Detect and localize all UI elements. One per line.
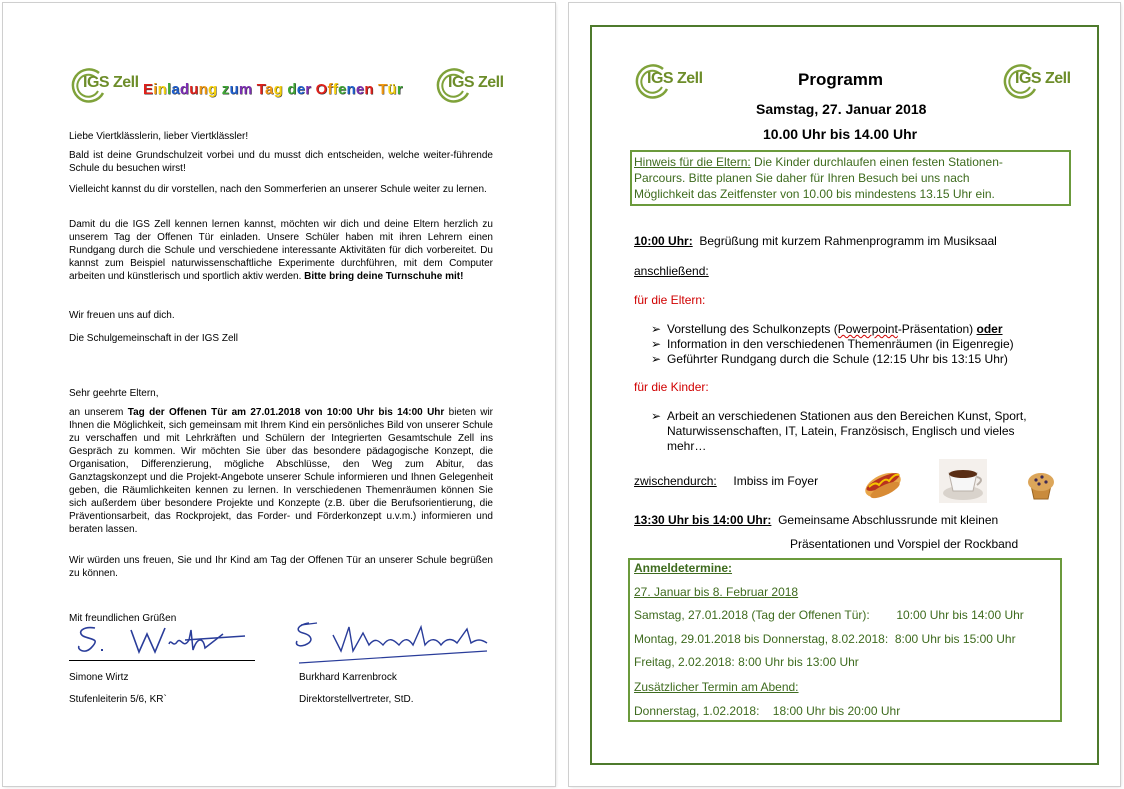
signature-karrenbrock-image bbox=[291, 615, 491, 667]
title-letter: f bbox=[332, 81, 338, 98]
logo-text: IGS Zell bbox=[448, 74, 504, 91]
arrow-bullet-icon: ➢ bbox=[651, 322, 662, 336]
title-letter: E bbox=[143, 81, 154, 98]
meanwhile-row: zwischendurch: Imbiss im Foyer bbox=[634, 474, 819, 488]
title-letter: e bbox=[337, 81, 347, 98]
igs-zell-logo-left bbox=[69, 65, 139, 105]
title-letter: f bbox=[327, 81, 333, 98]
hint-line-1: Hinweis für die Eltern: Die Kinder durchlaufen einen festen Stationen- bbox=[634, 155, 1003, 169]
signature-line bbox=[69, 660, 255, 661]
title-letter: e bbox=[355, 81, 365, 98]
arrow-bullet-icon: ➢ bbox=[651, 352, 662, 366]
title-letter: m bbox=[238, 81, 253, 98]
hint-line-3: Möglichkeit das Zeitfenster von 10.00 bis mindestens 13.15 Uhr ein. bbox=[634, 187, 995, 201]
registration-range: 27. Januar bis 8. Februar 2018 bbox=[634, 585, 799, 599]
title-letter: d bbox=[179, 81, 190, 98]
afterwards-label: anschließend: bbox=[634, 264, 709, 278]
children-paragraph-5: Die Schulgemeinschaft in der IGS Zell bbox=[69, 333, 238, 344]
title-letter: T bbox=[378, 81, 388, 98]
coffee-cup-icon bbox=[939, 459, 987, 503]
title-letter: r bbox=[396, 81, 403, 98]
registration-friday: Freitag, 2.02.2018: 8:00 Uhr bis 13:00 Uhr bbox=[634, 655, 859, 669]
parents-item-2: ➢ Information in den verschiedenen Themenräumen (in Eigenregie) bbox=[651, 337, 1014, 351]
title-letter: l bbox=[166, 81, 172, 98]
title-letter: ü bbox=[387, 81, 397, 98]
logo-text: IGS Zell bbox=[647, 70, 703, 87]
program-title: Programm bbox=[798, 70, 884, 89]
title-letter: T bbox=[256, 81, 266, 98]
signer-2-role: Direktorstellvertreter, StD. bbox=[299, 694, 414, 705]
title-letter: a bbox=[265, 81, 274, 98]
parents-greeting: Sehr geehrte Eltern, bbox=[69, 388, 159, 399]
parents-item-1: ➢ Vorstellung des Schulkonzepts (Powerpoint-Präsentation) oder bbox=[651, 322, 1003, 336]
logo-text: IGS Zell bbox=[83, 74, 139, 91]
children-paragraph-2: Vielleicht kannst du dir vorstellen, nach den Sommerferien an unserer Schule weiter zu lernen. bbox=[69, 184, 487, 195]
title-letter: n bbox=[157, 81, 167, 98]
signer-2-name: Burkhard Karrenbrock bbox=[299, 672, 397, 683]
kids-item-1: ➢ Arbeit an verschiedenen Stationen aus den Bereichen Kunst, Sport, Naturwissenschaften, IT, Latein, Französisch, Englisch und vieles mehr… bbox=[651, 409, 1027, 453]
registration-weekdays: Montag, 29.01.2018 bis Donnerstag, 8.02.2018: 8:00 Uhr bis 15:00 Uhr bbox=[634, 632, 1016, 646]
schedule-1330: 13:30 Uhr bis 14:00 Uhr: Gemeinsame Abschlussrunde mit kleinen bbox=[634, 513, 999, 527]
title-letter: u bbox=[229, 81, 239, 98]
title-letter: r bbox=[305, 81, 312, 98]
igs-zell-logo-left bbox=[633, 61, 703, 101]
signer-1-role: Stufenleiterin 5/6, KR` bbox=[69, 694, 167, 705]
title-letter: e bbox=[296, 81, 306, 98]
title-letter: u bbox=[189, 81, 199, 98]
arrow-bullet-icon: ➢ bbox=[651, 337, 662, 351]
schedule-1330-line-2: Präsentationen und Vorspiel der Rockband bbox=[790, 537, 1019, 551]
schedule-1000: 10:00 Uhr: Begrüßung mit kurzem Rahmenprogramm im Musiksaal bbox=[634, 234, 997, 248]
title-letter: n bbox=[346, 81, 356, 98]
invitation-page bbox=[3, 3, 555, 786]
parents-paragraph-1: an unserem Tag der Offenen Tür am 27.01.2018 von 10:00 Uhr bis 14:00 Uhr bieten wir Ihnen die Möglichkeit, sich gemeinsam mit Ihrem Kind ein persönliches Bild von unserer Schule zu verschaffen und mit Lehrkräften und Schülern der Integrierten Gesamtschule Zell ins Gespräch zu kommen. Wir möchten Sie über das besondere pädagogische Konzept, die Organisation, Differenzierung, mögliche Abschlüsse, den Weg zum Abitur, das Ganztagskonzept und die Projekt-Angebote unserer Schule informieren und Ihnen Gelegenheit geben, die Räumlichkeiten kennen zu lernen. In verschiedenen Themenräumen können Sie sich außerdem über besondere Projekte und Konzepte (z.B. über die Berufsorientierung, die Präventionsarbeit, das Rockprojekt, das Forder- und Förderkonzept u.v.m.) informieren und beraten lassen. bbox=[69, 407, 494, 535]
hint-line-2: Parcours. Bitte planen Sie daher für Ihren Besuch bei uns nach bbox=[634, 171, 970, 185]
title-letter: g bbox=[208, 81, 218, 98]
parents-paragraph-2: Wir würden uns freuen, Sie und Ihr Kind am Tag der Offenen Tür an unserer Schule begrüßen zu können. bbox=[69, 555, 493, 579]
igs-zell-logo-right bbox=[434, 65, 504, 105]
title-letter: O bbox=[315, 81, 328, 98]
arrow-bullet-icon: ➢ bbox=[651, 409, 662, 423]
invitation-title bbox=[143, 81, 403, 98]
children-paragraph-1: Bald ist deine Grundschulzeit vorbei und du musst dich entscheiden, welche weiter-führende Schule du besuchen wirst! bbox=[69, 150, 493, 174]
registration-evening: Donnerstag, 1.02.2018: 18:00 Uhr bis 20:00 Uhr bbox=[634, 704, 901, 718]
closing-text: Mit freundlichen Grüßen bbox=[69, 613, 177, 624]
registration-extra-label: Zusätzlicher Termin am Abend: bbox=[634, 680, 799, 694]
children-paragraph-4: Wir freuen uns auf dich. bbox=[69, 310, 175, 321]
registration-saturday: Samstag, 27.01.2018 (Tag der Offenen Tür): 10:00 Uhr bis 14:00 Uhr bbox=[634, 608, 1024, 622]
logo-text: IGS Zell bbox=[1015, 70, 1071, 87]
muffin-icon bbox=[1023, 467, 1059, 503]
for-parents-label: für die Eltern: bbox=[634, 293, 706, 307]
program-time: 10.00 Uhr bis 14.00 Uhr bbox=[763, 126, 918, 142]
children-greeting: Liebe Viertklässlerin, lieber Viertklässler! bbox=[69, 131, 249, 142]
igs-zell-logo-right bbox=[1001, 61, 1071, 101]
signer-1-name: Simone Wirtz bbox=[69, 672, 129, 683]
children-paragraph-3: Damit du die IGS Zell kennen lernen kannst, möchten wir dich und deine Eltern herzlich zu unserem Tag der Offenen Tür einladen. Unsere Schüler haben mit ihren Lehrern einen Rundgang durch die Schule und verschiedene interessante Aktivitäten für dich vorbereitet. Du kannst zum Beispiel naturwissenschaftliche Experimente durchführen, mit dem Computer arbeiten und künstlerisch und sportlich aktiv werden. Bitte bring deine Turnschuhe mit! bbox=[69, 219, 493, 282]
hotdog-icon bbox=[861, 463, 905, 503]
title-letter: z bbox=[221, 81, 230, 98]
title-letter: n bbox=[198, 81, 209, 98]
registration-title: Anmeldetermine: bbox=[634, 561, 733, 575]
parents-item-3: ➢ Geführter Rundgang durch die Schule (12:15 Uhr bis 13:15 Uhr) bbox=[651, 352, 1008, 366]
title-letter: a bbox=[171, 81, 180, 98]
title-letter: d bbox=[287, 81, 297, 98]
title-letter: n bbox=[364, 81, 374, 98]
signature-wirtz-image bbox=[73, 618, 253, 664]
for-kids-label: für die Kinder: bbox=[634, 380, 709, 394]
title-letter: i bbox=[153, 81, 158, 98]
program-page bbox=[569, 3, 1120, 786]
program-date: Samstag, 27. Januar 2018 bbox=[756, 101, 927, 117]
title-letter: g bbox=[273, 81, 283, 98]
